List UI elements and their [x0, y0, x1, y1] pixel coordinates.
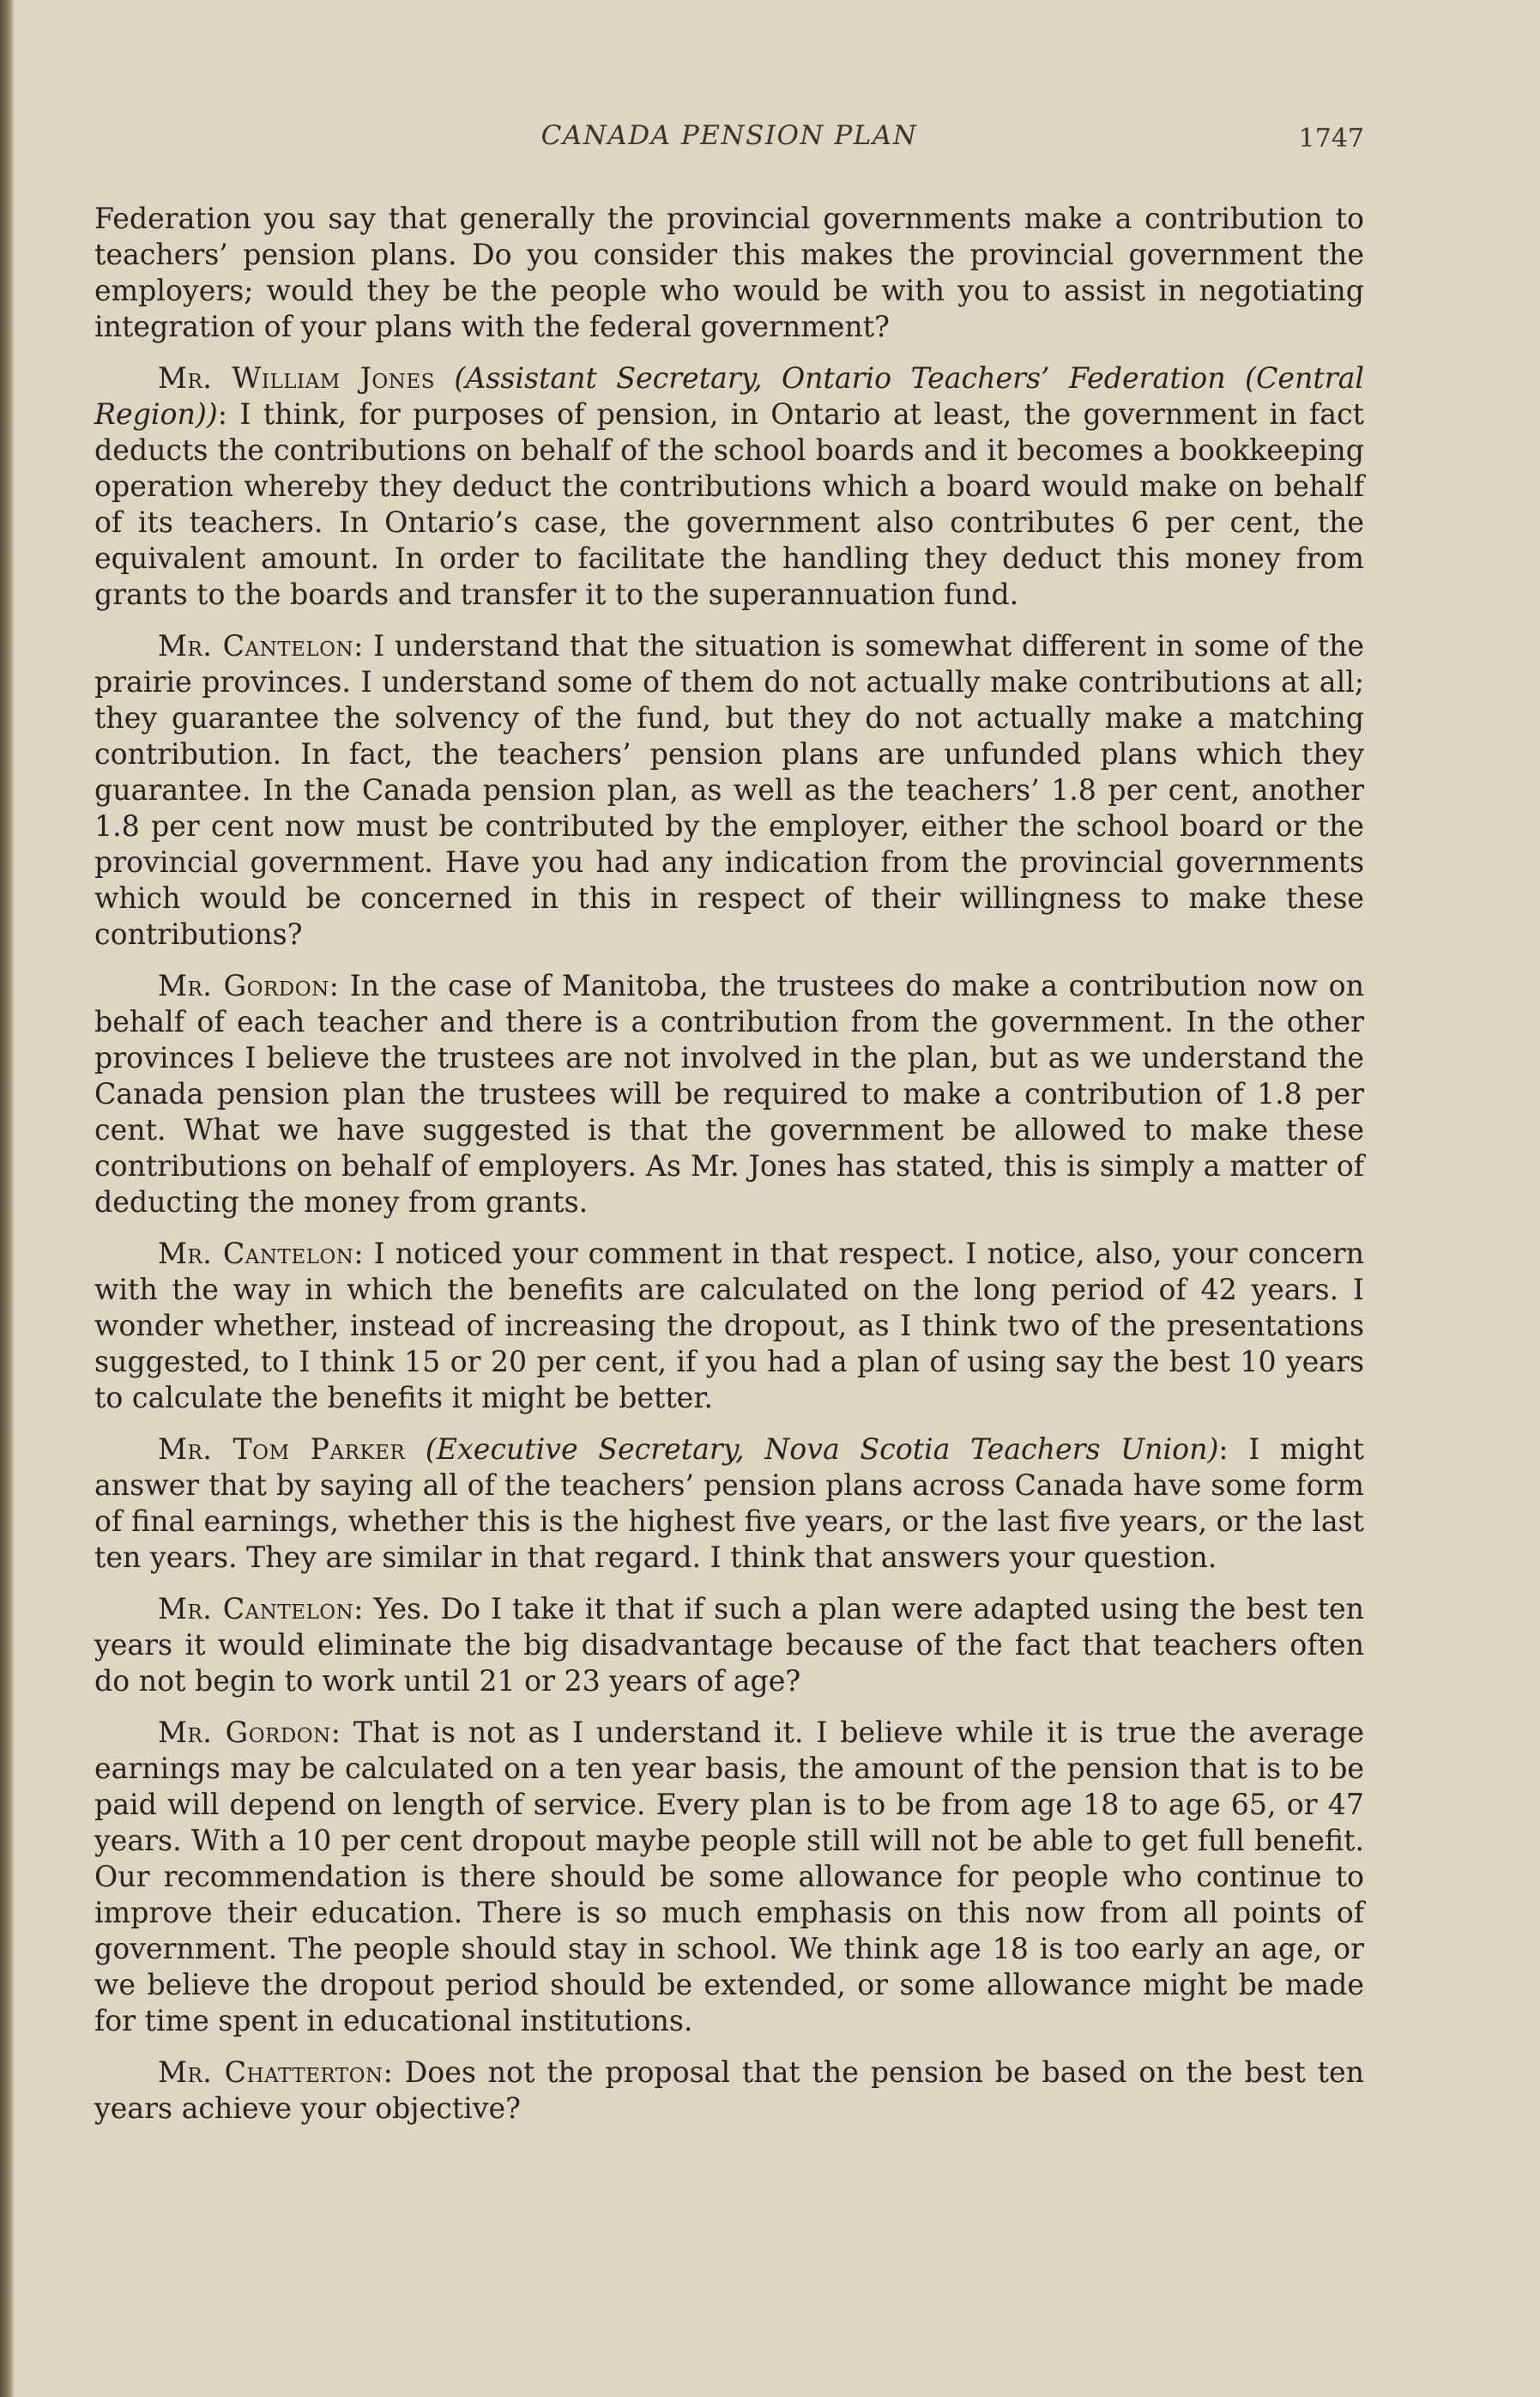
speaker-affiliation: (Executive Secretary, Nova Scotia Teachers Union) [425, 1432, 1219, 1466]
paragraph-text: : I understand that the situation is somewhat different in some of the prairie provinces. I understand some of them do not actually make contributions at all; they guarantee the solvency of the fund, but they do not actually make a matching contribution. In fact, the teachers’ pension plans are unfunded plans which they guarantee. In the Canada pension plan, as well as the teachers’ 1.8 per cent, another 1.8 per cent now must be contributed by the employer, either the school board or the provincial government. Have you had any indication from the provincial governments which would be concerned in this in respect of their willingness to make these contributions? [94, 629, 1364, 951]
speaker-name: Mr. Cantelon [158, 1592, 354, 1625]
paragraph-text: : In the case of Manitoba, the trustees do make a contribution now on behalf of each teacher and there is a contribution from the government. In the other provinces I believe the trustees are not involved in the plan, but as we understand the Canada pension plan the trustees will be required to make a contribution of 1.8 per cent. What we have suggested is that the government be allowed to make these contributions on behalf of employers. As Mr. Jones has stated, this is simply a matter of deducting the money from grants. [94, 969, 1364, 1219]
speaker-name: Mr. William Jones [158, 361, 435, 395]
paragraph-text: Federation you say that generally the provincial governments make a contribution to teachers’ pension plans. Do you consider this makes the provincial government the employers; would they be the people who would be with you to assist in negotiating integration of your plans with the federal government? [94, 202, 1364, 343]
paragraph-text: : I might answer that by saying all of the teachers’ pension plans across Canada have some form of final earnings, whether this is the highest five years, or the last five years, or the last ten years. They are similar in that regard. I think that answers your question. [94, 1432, 1364, 1574]
transcript-body [94, 201, 1364, 2127]
speaker-name: Mr. Cantelon [158, 629, 354, 663]
speaker-name: Mr. Gordon [158, 1716, 331, 1749]
paragraph-continuation [94, 201, 1364, 345]
paragraph-cantelon [94, 1236, 1364, 1416]
running-title: CANADA PENSION PLAN [541, 120, 918, 151]
paragraph-text: : That is not as I understand it. I believe while it is true the average earnings may be calculated on a ten year basis, the amount of the pension that is to be paid will depend on length of service. Every plan is to be from age 18 to age 65, or 47 years. With a 10 per cent dropout maybe people still will not be able to get full benefit. Our recommendation is there should be some allowance for people who continue to improve their education. There is so much emphasis on this now from all points of government. The people should stay in school. We think age 18 is too early an age, or we believe the dropout period should be extended, or some allowance might be made for time spent in educational institutions. [94, 1716, 1364, 2037]
speaker-name: Mr. Cantelon [158, 1237, 354, 1270]
page-number: 1747 [1298, 124, 1364, 154]
paragraph-text: : I think, for purposes of pension, in Ontario at least, the government in fact deducts the contributions on behalf of the school boards and it becomes a bookkeeping operation whereby they deduct the contributions which a board would make on behalf of its teachers. In Ontario’s case, the government also contributes 6 per cent, the equivalent amount. In order to facilitate the handling they deduct this money from grants to the boards and transfer it to the superannuation fund. [94, 397, 1364, 611]
speaker-name: Mr. Gordon [158, 969, 329, 1002]
speaker-name: Mr. Chatterton [158, 2055, 383, 2089]
paragraph-parker [94, 1432, 1364, 1576]
paragraph-chatterton [94, 2055, 1364, 2127]
paragraph-text: : Does not the proposal that the pension be based on the best ten years achieve your objective? [94, 2055, 1364, 2125]
paragraph-jones [94, 360, 1364, 613]
paragraph-gordon [94, 1715, 1364, 2039]
paragraph-text: : Yes. Do I take it that if such a plan were adapted using the best ten years it would eliminate the big disadvantage because of the fact that teachers often do not begin to work until 21 or 23 years of age? [94, 1592, 1364, 1698]
speaker-affiliation: (Assistant Secretary, Ontario Teachers’ Federation (Central Region)) [94, 361, 1364, 431]
paragraph-gordon [94, 968, 1364, 1220]
book-spine-shadow [0, 0, 14, 2397]
paragraph-cantelon [94, 1591, 1364, 1699]
page-header [94, 120, 1364, 172]
document-page [94, 120, 1364, 2142]
paragraph-cantelon [94, 628, 1364, 953]
paragraph-text: : I noticed your comment in that respect. I notice, also, your concern with the way in which the benefits are calculated on the long period of 42 years. I wonder whether, instead of increasing the dropout, as I think two of the presentations suggested, to I think 15 or 20 per cent, if you had a plan of using say the best 10 years to calculate the benefits it might be better. [94, 1237, 1364, 1414]
speaker-name: Mr. Tom Parker [158, 1432, 406, 1466]
